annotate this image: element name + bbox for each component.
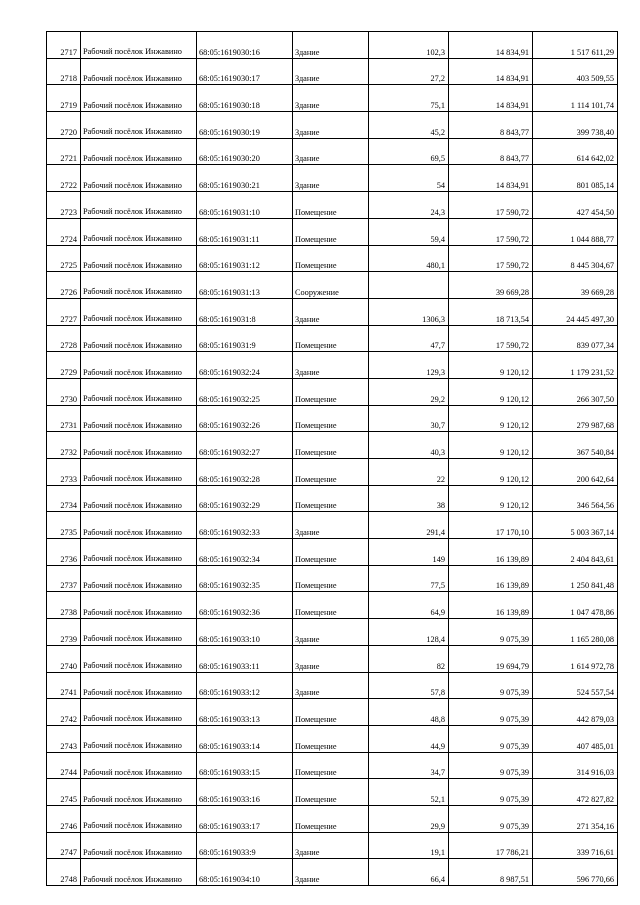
area-cell: 57,8 [369,672,449,699]
area-cell: 45,2 [369,112,449,139]
cadastral-value-cell: 442 879,03 [533,699,618,726]
locality-cell: Рабочий посёлок Инжавино [81,32,197,59]
cadastral-number-cell: 68:05:1619031:13 [197,272,293,299]
table-row [47,672,618,699]
specific-value-cell: 17 170,10 [449,512,533,539]
table-row [47,192,618,219]
object-type-cell: Помещение [293,432,369,459]
row-number-cell: 2729 [47,352,81,379]
specific-value-cell: 9 120,12 [449,405,533,432]
object-type-cell: Помещение [293,539,369,566]
object-type-cell: Здание [293,619,369,646]
table-row [47,378,618,405]
cadastral-value-cell: 39 669,28 [533,272,618,299]
locality-cell: Рабочий посёлок Инжавино [81,752,197,779]
table-row [47,432,618,459]
locality-cell: Рабочий посёлок Инжавино [81,619,197,646]
object-type-cell: Здание [293,645,369,672]
object-type-cell: Помещение [293,725,369,752]
table-row [47,725,618,752]
object-type-cell: Помещение [293,378,369,405]
locality-cell: Рабочий посёлок Инжавино [81,859,197,886]
area-cell: 48,8 [369,699,449,726]
object-type-cell: Помещение [293,779,369,806]
table-row [47,645,618,672]
cadastral-value-cell: 1 047 478,86 [533,592,618,619]
row-number-cell: 2742 [47,699,81,726]
locality-cell: Рабочий посёлок Инжавино [81,432,197,459]
area-cell: 69,5 [369,138,449,165]
row-number-cell: 2719 [47,85,81,112]
row-number-cell: 2737 [47,565,81,592]
table-row [47,85,618,112]
locality-cell: Рабочий посёлок Инжавино [81,779,197,806]
cadastral-number-cell: 68:05:1619033:11 [197,645,293,672]
area-cell: 291,4 [369,512,449,539]
table-row [47,512,618,539]
area-cell: 64,9 [369,592,449,619]
table-row [47,298,618,325]
object-type-cell: Сооружение [293,272,369,299]
object-type-cell: Помещение [293,192,369,219]
area-cell: 82 [369,645,449,672]
row-number-cell: 2728 [47,325,81,352]
table-row [47,619,618,646]
object-type-cell: Здание [293,672,369,699]
object-type-cell: Помещение [293,805,369,832]
cadastral-value-cell: 279 987,68 [533,405,618,432]
table-row [47,699,618,726]
table-body [47,32,618,886]
table-row [47,752,618,779]
cadastral-value-cell: 596 770,66 [533,859,618,886]
specific-value-cell: 39 669,28 [449,272,533,299]
area-cell: 44,9 [369,725,449,752]
cadastral-value-cell: 839 077,34 [533,325,618,352]
locality-cell: Рабочий посёлок Инжавино [81,645,197,672]
locality-cell: Рабочий посёлок Инжавино [81,699,197,726]
row-number-cell: 2727 [47,298,81,325]
area-cell: 54 [369,165,449,192]
area-cell: 38 [369,485,449,512]
specific-value-cell: 9 075,39 [449,619,533,646]
locality-cell: Рабочий посёлок Инжавино [81,58,197,85]
locality-cell: Рабочий посёлок Инжавино [81,832,197,859]
locality-cell: Рабочий посёлок Инжавино [81,405,197,432]
area-cell: 77,5 [369,565,449,592]
specific-value-cell: 8 843,77 [449,112,533,139]
locality-cell: Рабочий посёлок Инжавино [81,592,197,619]
row-number-cell: 2744 [47,752,81,779]
object-type-cell: Здание [293,298,369,325]
cadastral-value-cell: 367 540,84 [533,432,618,459]
row-number-cell: 2746 [47,805,81,832]
cadastral-number-cell: 68:05:1619033:14 [197,725,293,752]
cadastral-value-cell: 1 517 611,29 [533,32,618,59]
table-row [47,138,618,165]
cadastral-value-table [46,31,618,886]
specific-value-cell: 9 120,12 [449,459,533,486]
specific-value-cell: 8 987,51 [449,859,533,886]
cadastral-value-cell: 200 642,64 [533,459,618,486]
row-number-cell: 2721 [47,138,81,165]
locality-cell: Рабочий посёлок Инжавино [81,378,197,405]
locality-cell: Рабочий посёлок Инжавино [81,112,197,139]
area-cell [369,272,449,299]
specific-value-cell: 14 834,91 [449,85,533,112]
specific-value-cell: 8 843,77 [449,138,533,165]
row-number-cell: 2726 [47,272,81,299]
cadastral-number-cell: 68:05:1619031:11 [197,218,293,245]
row-number-cell: 2724 [47,218,81,245]
specific-value-cell: 9 120,12 [449,378,533,405]
object-type-cell: Здание [293,138,369,165]
table-row [47,485,618,512]
row-number-cell: 2743 [47,725,81,752]
cadastral-number-cell: 68:05:1619032:24 [197,352,293,379]
locality-cell: Рабочий посёлок Инжавино [81,85,197,112]
locality-cell: Рабочий посёлок Инжавино [81,218,197,245]
cadastral-value-cell: 801 085,14 [533,165,618,192]
cadastral-number-cell: 68:05:1619031:10 [197,192,293,219]
object-type-cell: Помещение [293,245,369,272]
cadastral-number-cell: 68:05:1619030:17 [197,58,293,85]
locality-cell: Рабочий посёлок Инжавино [81,272,197,299]
cadastral-value-cell: 472 827,82 [533,779,618,806]
table-row [47,592,618,619]
area-cell: 30,7 [369,405,449,432]
cadastral-number-cell: 68:05:1619032:25 [197,378,293,405]
specific-value-cell: 9 120,12 [449,352,533,379]
specific-value-cell: 16 139,89 [449,565,533,592]
object-type-cell: Помещение [293,405,369,432]
specific-value-cell: 17 786,21 [449,832,533,859]
table-row [47,565,618,592]
locality-cell: Рабочий посёлок Инжавино [81,805,197,832]
row-number-cell: 2740 [47,645,81,672]
table-row [47,245,618,272]
object-type-cell: Здание [293,512,369,539]
specific-value-cell: 14 834,91 [449,165,533,192]
cadastral-value-cell: 1 165 280,08 [533,619,618,646]
table-row [47,325,618,352]
cadastral-number-cell: 68:05:1619033:16 [197,779,293,806]
area-cell: 34,7 [369,752,449,779]
specific-value-cell: 16 139,89 [449,592,533,619]
specific-value-cell: 19 694,79 [449,645,533,672]
table-row [47,779,618,806]
cadastral-number-cell: 68:05:1619032:28 [197,459,293,486]
row-number-cell: 2745 [47,779,81,806]
cadastral-value-cell: 403 509,55 [533,58,618,85]
locality-cell: Рабочий посёлок Инжавино [81,352,197,379]
row-number-cell: 2717 [47,32,81,59]
area-cell: 129,3 [369,352,449,379]
specific-value-cell: 9 075,39 [449,752,533,779]
specific-value-cell: 9 120,12 [449,432,533,459]
locality-cell: Рабочий посёлок Инжавино [81,565,197,592]
cadastral-number-cell: 68:05:1619033:13 [197,699,293,726]
cadastral-value-cell: 5 003 367,14 [533,512,618,539]
specific-value-cell: 17 590,72 [449,192,533,219]
area-cell: 27,2 [369,58,449,85]
area-cell: 128,4 [369,619,449,646]
specific-value-cell: 9 075,39 [449,725,533,752]
area-cell: 1306,3 [369,298,449,325]
cadastral-value-cell: 427 454,50 [533,192,618,219]
area-cell: 102,3 [369,32,449,59]
specific-value-cell: 17 590,72 [449,325,533,352]
row-number-cell: 2739 [47,619,81,646]
object-type-cell: Помещение [293,752,369,779]
row-number-cell: 2731 [47,405,81,432]
cadastral-number-cell: 68:05:1619030:18 [197,85,293,112]
cadastral-value-cell: 614 642,02 [533,138,618,165]
row-number-cell: 2718 [47,58,81,85]
table-row [47,32,618,59]
cadastral-value-cell: 8 445 304,67 [533,245,618,272]
specific-value-cell: 9 075,39 [449,779,533,806]
object-type-cell: Здание [293,832,369,859]
object-type-cell: Помещение [293,485,369,512]
object-type-cell: Здание [293,352,369,379]
object-type-cell: Здание [293,165,369,192]
specific-value-cell: 9 120,12 [449,485,533,512]
cadastral-number-cell: 68:05:1619033:15 [197,752,293,779]
cadastral-value-cell: 524 557,54 [533,672,618,699]
specific-value-cell: 14 834,91 [449,32,533,59]
cadastral-value-cell: 24 445 497,30 [533,298,618,325]
area-cell: 29,9 [369,805,449,832]
cadastral-number-cell: 68:05:1619031:12 [197,245,293,272]
locality-cell: Рабочий посёлок Инжавино [81,672,197,699]
row-number-cell: 2722 [47,165,81,192]
table-row [47,459,618,486]
object-type-cell: Помещение [293,592,369,619]
area-cell: 52,1 [369,779,449,806]
table-row [47,58,618,85]
area-cell: 66,4 [369,859,449,886]
cadastral-value-cell: 339 716,61 [533,832,618,859]
row-number-cell: 2730 [47,378,81,405]
row-number-cell: 2734 [47,485,81,512]
cadastral-value-cell: 2 404 843,61 [533,539,618,566]
table-row [47,165,618,192]
cadastral-number-cell: 68:05:1619032:36 [197,592,293,619]
row-number-cell: 2725 [47,245,81,272]
area-cell: 59,4 [369,218,449,245]
specific-value-cell: 9 075,39 [449,699,533,726]
row-number-cell: 2723 [47,192,81,219]
cadastral-value-cell: 407 485,01 [533,725,618,752]
cadastral-value-cell: 271 354,16 [533,805,618,832]
table-row [47,859,618,886]
locality-cell: Рабочий посёлок Инжавино [81,138,197,165]
object-type-cell: Здание [293,112,369,139]
cadastral-value-cell: 266 307,50 [533,378,618,405]
cadastral-number-cell: 68:05:1619032:29 [197,485,293,512]
object-type-cell: Помещение [293,325,369,352]
cadastral-number-cell: 68:05:1619034:10 [197,859,293,886]
locality-cell: Рабочий посёлок Инжавино [81,325,197,352]
locality-cell: Рабочий посёлок Инжавино [81,539,197,566]
area-cell: 22 [369,459,449,486]
locality-cell: Рабочий посёлок Инжавино [81,298,197,325]
area-cell: 29,2 [369,378,449,405]
cadastral-number-cell: 68:05:1619032:33 [197,512,293,539]
cadastral-number-cell: 68:05:1619031:8 [197,298,293,325]
locality-cell: Рабочий посёлок Инжавино [81,512,197,539]
area-cell: 480,1 [369,245,449,272]
cadastral-number-cell: 68:05:1619032:34 [197,539,293,566]
cadastral-number-cell: 68:05:1619031:9 [197,325,293,352]
cadastral-number-cell: 68:05:1619033:12 [197,672,293,699]
table-row [47,272,618,299]
area-cell: 40,3 [369,432,449,459]
specific-value-cell: 16 139,89 [449,539,533,566]
locality-cell: Рабочий посёлок Инжавино [81,725,197,752]
cadastral-number-cell: 68:05:1619030:21 [197,165,293,192]
cadastral-number-cell: 68:05:1619032:35 [197,565,293,592]
object-type-cell: Здание [293,58,369,85]
specific-value-cell: 14 834,91 [449,58,533,85]
row-number-cell: 2732 [47,432,81,459]
cadastral-number-cell: 68:05:1619033:17 [197,805,293,832]
object-type-cell: Помещение [293,565,369,592]
cadastral-number-cell: 68:05:1619032:26 [197,405,293,432]
row-number-cell: 2741 [47,672,81,699]
table-row [47,352,618,379]
row-number-cell: 2736 [47,539,81,566]
table-row [47,832,618,859]
table-row [47,539,618,566]
cadastral-value-cell: 346 564,56 [533,485,618,512]
object-type-cell: Помещение [293,459,369,486]
row-number-cell: 2738 [47,592,81,619]
locality-cell: Рабочий посёлок Инжавино [81,245,197,272]
locality-cell: Рабочий посёлок Инжавино [81,165,197,192]
object-type-cell: Помещение [293,218,369,245]
specific-value-cell: 17 590,72 [449,245,533,272]
cadastral-value-cell: 1 614 972,78 [533,645,618,672]
table-row [47,405,618,432]
table-row [47,218,618,245]
specific-value-cell: 9 075,39 [449,805,533,832]
cadastral-number-cell: 68:05:1619033:10 [197,619,293,646]
row-number-cell: 2735 [47,512,81,539]
area-cell: 24,3 [369,192,449,219]
specific-value-cell: 17 590,72 [449,218,533,245]
cadastral-value-cell: 1 044 888,77 [533,218,618,245]
cadastral-value-cell: 1 250 841,48 [533,565,618,592]
cadastral-value-cell: 314 916,03 [533,752,618,779]
object-type-cell: Здание [293,85,369,112]
cadastral-number-cell: 68:05:1619030:20 [197,138,293,165]
area-cell: 75,1 [369,85,449,112]
specific-value-cell: 18 713,54 [449,298,533,325]
cadastral-number-cell: 68:05:1619032:27 [197,432,293,459]
area-cell: 19,1 [369,832,449,859]
locality-cell: Рабочий посёлок Инжавино [81,192,197,219]
row-number-cell: 2720 [47,112,81,139]
table-row [47,805,618,832]
locality-cell: Рабочий посёлок Инжавино [81,459,197,486]
object-type-cell: Здание [293,32,369,59]
row-number-cell: 2747 [47,832,81,859]
cadastral-number-cell: 68:05:1619030:19 [197,112,293,139]
cadastral-value-cell: 1 114 101,74 [533,85,618,112]
specific-value-cell: 9 075,39 [449,672,533,699]
row-number-cell: 2733 [47,459,81,486]
area-cell: 47,7 [369,325,449,352]
locality-cell: Рабочий посёлок Инжавино [81,485,197,512]
cadastral-value-cell: 1 179 231,52 [533,352,618,379]
table-row [47,112,618,139]
row-number-cell: 2748 [47,859,81,886]
area-cell: 149 [369,539,449,566]
cadastral-number-cell: 68:05:1619030:16 [197,32,293,59]
object-type-cell: Здание [293,859,369,886]
object-type-cell: Помещение [293,699,369,726]
cadastral-value-cell: 399 738,40 [533,112,618,139]
cadastral-number-cell: 68:05:1619033:9 [197,832,293,859]
